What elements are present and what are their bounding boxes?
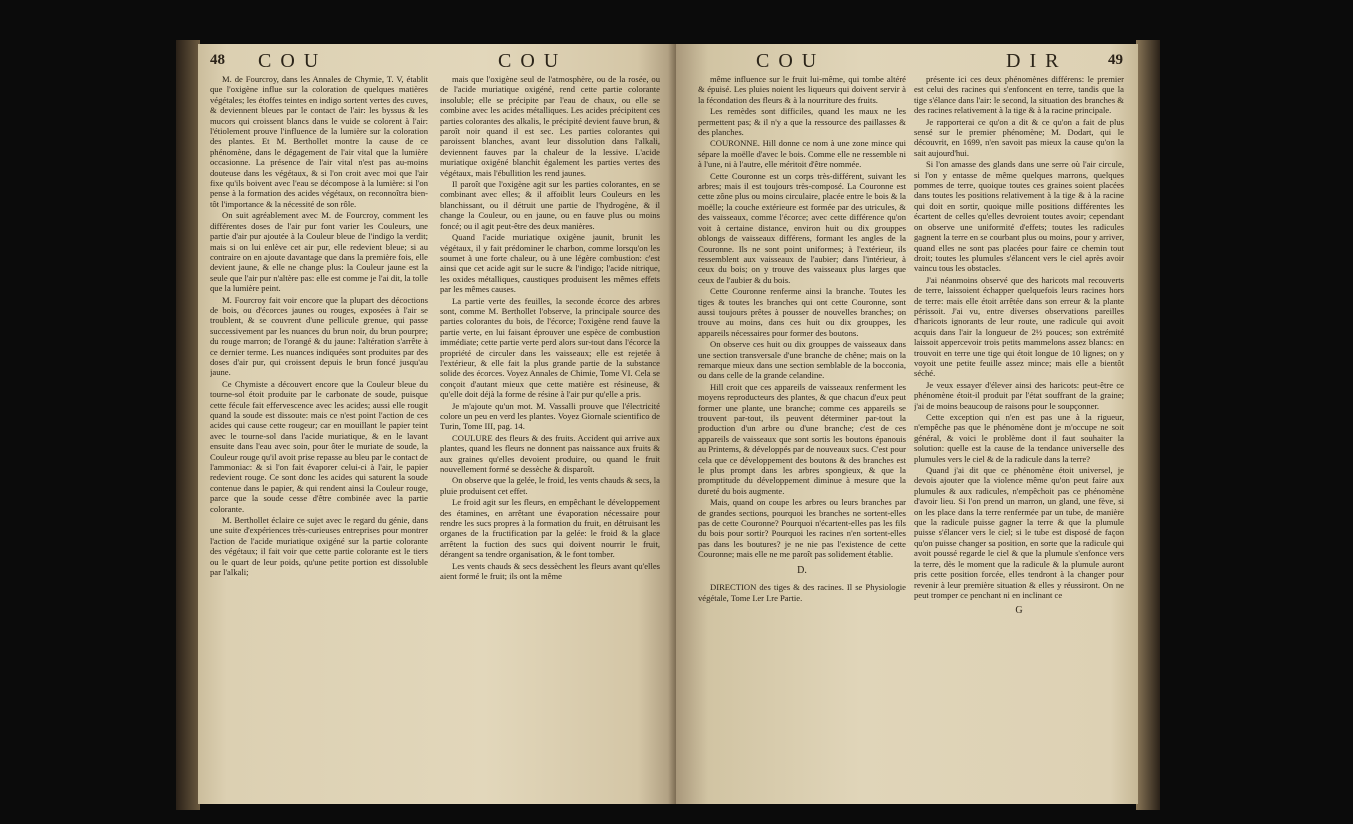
section-letter: D. bbox=[797, 564, 807, 576]
paragraph: Il paroît que l'oxigène agit sur les parties colorantes, en se combinant avec elles; & il affoiblit leurs Couleurs en les blanchissant, ou il détruit une partie de l'hydrogène, & il change la Couleur, ou en jaune, ou en fauve plus ou moins foncé; ou il agit peut-être des deux manières. bbox=[440, 179, 660, 231]
paragraph: Si l'on amasse des glands dans une serre où l'air circule, si l'on y entasse de même quelques marrons, quelques pommes de terre, quoique toutes ces graines soient placées dans toutes les positions relativement à la tige & à la racine qui doit en sortir, quoique mille positions différentes les écartent de celles qu'elles devroient toutes avoir; cependant on observe une uniformité d'effets; toutes les radicules gagnent la terre en se courbant plus ou moins, pour y arriver, quand elles ne sont pas placées pour faire ce chemin tout droit; toutes les plumules s'élancent vers le ciel après avoir vaincu tous les obstacles. bbox=[914, 159, 1124, 274]
paragraph: Les vents chauds & secs dessèchent les fleurs avant qu'elles aient formé le fruit; ils ont la même bbox=[440, 560, 660, 582]
paragraph: M. Fourcroy fait voir encore que la plupart des décoctions de bois, ou d'écorces jaunes ou rouges, exposées à l'air se troublent, & se couvrent d'une pellicule grenue, qui passe successivement par les nuances du brun noir, du brun pourpre; du rouge marron; de l'orangé & du jaune: l'altération s'arrête à ce dernier terme. Les nuances indiquées sont produites par des doses d'air pur, qui croissent depuis le brun foncé jusqu'au jaune. bbox=[210, 294, 428, 378]
paragraph: même influence sur le fruit lui-même, qui tombe altéré & épuisé. Les pluies noient les liqueurs qui doivent servir à la fécondation des fleurs & à la nourriture des fruits. bbox=[698, 74, 906, 105]
right-page bbox=[676, 44, 1138, 804]
paragraph: M. Berthollet éclaire ce sujet avec le regard du génie, dans une suite d'expériences très-curieuses entreprises pour montrer l'action de l'acide muriatique oxigéné sur la partie colorante des végétaux; il fait voir que cette partie colorante est le tiers ou le quart de leur poids, qu'une petite portion est dissoluble par l'alkali; bbox=[210, 515, 428, 578]
paragraph: Ce Chymiste a découvert encore que la Couleur bleue du tourne-sol étoit produite par le carbonate de soude, puisque cette fécule fait effervescence avec les acides; aussi elle rougit quand la soude est dissoute: mais ce n'est point l'action de ces acides qui cause cette rougeur; car en mouillant le papier teint avec le tourne-sol dans l'acide muriatique, & en le lavant ensuite dans l'eau avec soin, pour ôter le muriate de soude, la Couleur rouge qu'il avoit prise repasse au bleu par le contact de l'ammoniac: & si l'on fait évaporer celui-ci à l'air, le papier redevient rouge. Ce sont donc les acides qui saturent la soude contenue dans le papier, & qui rendent ainsi la Couleur rouge, parce que la soude cesse d'être combinée avec la partie colorante. bbox=[210, 378, 428, 514]
running-header: C O U bbox=[498, 50, 561, 72]
book-edge-right bbox=[1136, 40, 1160, 810]
paragraph: La partie verte des feuilles, la seconde écorce des arbres sont, comme M. Berthollet l'observe, la principale source des parties colorantes du bois, de l'écorce; l'oxigène rend fauve la partie verte, en lui faisant éprouver une espèce de combustion immédiate; cette partie verte perd alors sur-tout dans l'écorce la propriété de circuler dans les vaisseaux; elle est rejetée à l'extérieur, & elle fait la plus grande partie de la substance solide des écorces. Voyez Annales de Chimie, Tome VI. Cela se conçoit d'autant mieux que cette matière est résineuse, & qu'elle doit déjà la forme de résine à l'air pur qu'elle a pris. bbox=[440, 295, 660, 400]
paragraph: Mais, quand on coupe les arbres ou leurs branches par de grandes sections, pourquoi les branches ne sortent-elles pas de cette Couronne? Pourquoi n'écartent-elles pas les fils du bois pour sortir? Pourquoi les racines n'en sortent-elles pas dans les boutures? je ne nie pas l'existence de cette Couronne; mais elle ne me paroît pas solidement établie. bbox=[698, 497, 906, 560]
paragraph: M. de Fourcroy, dans les Annales de Chymie, T. V, établit que l'oxigène influe sur la coloration de quelques matières végétales; les étoffes teintes en indigo sortent vertes des cuves, & deviennent bleues par le contact de l'air: les byssus & les mucors qui croissent blancs dans le vuide se colorent à l'air: l'étiolement prouve l'influence de la lumière sur la coloration des plantes. Et M. Berthollet montre la cause de ce phénomène, dans le dégagement de l'air vital que la lumière occasionne. La présence de l'air vital n'est pas au-moins douteuse dans les végétaux, & si l'on croit avec moi que l'air fixe qu'ils boivent avec l'eau se décompose à la lumière: si l'on pense à la formation des acides végétaux, on reconnoîtra bien-tôt l'importance & la nécessité de son rôle. bbox=[210, 74, 428, 209]
text-column bbox=[698, 74, 906, 794]
paragraph: Hill croit que ces appareils de vaisseaux renferment les moyens reproducteurs des plantes, & que chacun d'eux peut former une plante, une branche; comme ces appareils se trouvent par-tout, ils peuvent déterminer par-tout la production d'un arbre ou d'une branche; c'est de ces appareils de vaisseaux que sont sortis les boutons épanouis au Printems, & développés par de nouveaux sucs. C'est pour cela que ce développement des boutons & des branches est le plus prompt dans les arbres spongieux, & que la promptitude du développement diminue à mesure que la dureté du bois augmente. bbox=[698, 381, 906, 496]
text-column bbox=[914, 74, 1124, 794]
paragraph: présente ici ces deux phénomènes différens: le premier est celui des racines qui s'enfoncent en terre, tandis que la tige s'élance dans l'air: le second, la situation des branches & des racines relativement à la tige & à la racine principale. bbox=[914, 74, 1124, 116]
page-number: 49 bbox=[1108, 52, 1123, 68]
running-header: C O U bbox=[756, 50, 819, 72]
paragraph: Cette Couronne est un corps très-différent, suivant les arbres; mais il est toujours très-composé. La Couronne est cette zône plus ou moins circulaire, placée entre le bois & la moëlle; la couche extérieure est formée par des utricules, & des vaisseaux, comme l'écorce; avec cette différence qu'on voit à certaine distance, environ huit ou dix grouppes oblongs de vaisseaux différens, formant les angles de la Couronne. Ils ne sont point uniformes; à l'extérieur, ils ressemblent aux vaisseaux de l'aubier; dans l'intérieur, à ceux du bois; on y trouve des vaisseaux plus larges que ceux de l'aubier & du bois. bbox=[698, 170, 906, 285]
running-header: D I R bbox=[1006, 50, 1061, 72]
paragraph: Cette exception qui n'en est pas une à la rigueur, n'empêche pas que le phénomène dont je m'occupe ne soit général, & voici le problème dont il faut souhaiter la solution: quelle est la cause de la tendance universelle des plumules vers le ciel & de la radicule dans la terre? bbox=[914, 412, 1124, 464]
paragraph: DIRECTION des tiges & des racines. Il se Physiologie végétale, Tome I.er I.re Partie. bbox=[698, 582, 906, 603]
paragraph: On observe ces huit ou dix grouppes de vaisseaux dans une section transversale d'une branche de chêne; mais on la remarque mieux dans une section semblable de la bocconia, ou dans celle de la grande celandine. bbox=[698, 339, 906, 381]
paragraph: Le froid agit sur les fleurs, en empêchant le développement des étamines, en arrêtant une évaporation nécessaire pour rendre les sucs propres à la formation du fruit, en détruisant les organes de la fructification par la gelée: le froid & la glace arrêtent la fuction des sucs qui doivent nourrir le fruit, dérangent sa tendre organisation, & le font tomber. bbox=[440, 497, 660, 560]
book-edge-left bbox=[176, 40, 200, 810]
paragraph: COURONNE. Hill donne ce nom à une zone mince qui sépare la moëlle d'avec le bois. Comme elle ne ressemble ni à l'une, ni à l'autre, elle méritoit d'être nommée. bbox=[698, 138, 906, 170]
paragraph: On suit agréablement avec M. de Fourcroy, comment les différentes doses de l'air pur font varier les Couleurs, une partie d'air pur ajoutée à la Couleur bleue de l'indigo la verdit; mais si on lui enlève cet air pur, elle redevient bleue; si au contraire on en ajoute davantage que dans la première fois, elle devient jaune, & elle ne change plus: la Couleur jaune est la seule que l'air pur n'altère pas: elle est comme je l'ai dit, la tolle que la lumière peint. bbox=[210, 210, 428, 294]
paragraph: Je veux essayer d'élever ainsi des haricots: peut-être ce phénomène étoit-il produit par l'état souffrant de la graine; j'ai de moins beaucoup de raisons pour le soupçonner. bbox=[914, 379, 1124, 411]
paragraph: J'ai néanmoins observé que des haricots mal recouverts de terre, laissoient échapper quelquefois leurs racines hors de terre: mais elle étoit arrêtée dans son erreur & la plante périssoit. J'ai vu, entre diverses observations pareilles d'haricots ignorants de leur route, une radicule qui avoit acquis dans l'air la longueur de 2½ pouces; son extrémité laissoit appercevoir trois petits mammelons assez blancs: en trouvoit en terre une tige qui étoit longue de 10 lignes; on y voyoit une petite feuille assez mince; mais elle a bientôt séché. bbox=[914, 274, 1124, 379]
paragraph: mais que l'oxigène seul de l'atmosphère, ou de la rosée, ou de l'acide muriatique oxigéné, rend cette partie colorante insoluble; elle se précipite par l'eau de chaux, ou elle se combine avec les acides métalliques. Les acides précipitent ces parties colorantes des alkalis, le précipité devient fauve brun, & paroît noir quand il est sec. Les parties colorantes qui paroissent blanches, avant leur dissolution dans l'alkali, deviennent fauves par la chaleur de la lessive. L'acide muriatique oxigéné blanchit également les parties vertes des végétaux, mais l'ébullition les rend jaunes. bbox=[440, 74, 660, 178]
paragraph: On observe que la gelée, le froid, les vents chauds & secs, la pluie produisent cet effet. bbox=[440, 475, 660, 496]
paragraph: Je rapporterai ce qu'on a dit & ce qu'on a fait de plus sensé sur le premier phénomène; M. Dodart, qui le découvrit, en 1699, n'en savoit pas mieux la cause qu'on la sait aujourd'hui. bbox=[914, 116, 1124, 158]
paragraph: Les remèdes sont difficiles, quand les maux ne les permettent pas; & il n'y a que la ressource des paillasses & des planches. bbox=[698, 106, 906, 138]
left-page bbox=[198, 44, 676, 804]
signature-mark: G bbox=[1015, 605, 1023, 617]
paragraph: Quand l'acide muriatique oxigène jaunit, brunit les végétaux, il y fait prédominer le charbon, comme lorsqu'on les soumet à une forte chaleur, ou à une légère combustion: c'est ainsi que cet acide agit sur le sucre & l'indigo; l'acide nitrique, les oxides métalliques, caustiques produisent les mêmes effets par les mêmes causes. bbox=[440, 232, 660, 295]
paragraph: Je m'ajoute qu'un mot. M. Vassalli prouve que l'électricité colore un peu en verd les plantes. Voyez Giornale scientifico de Turin, Tome III, pag. 14. bbox=[440, 400, 660, 432]
page-number: 48 bbox=[210, 52, 225, 68]
text-column bbox=[440, 74, 660, 794]
text-column bbox=[210, 74, 428, 794]
paragraph: COULURE des fleurs & des fruits. Accident qui arrive aux plantes, quand les fleurs ne donnent pas naissance aux fruits & aux graines qu'elles devoient produire, ou quand le fruit nouvellement formé se dessèche & disparoît. bbox=[440, 432, 660, 475]
paragraph: Quand j'ai dit que ce phénomène étoit universel, je devois ajouter que la violence même qu'on peut faire aux plumules & aux radicules, n'empêchoit pas ce phénomène d'avoir lieu. Si l'on prend un marron, un gland, une fève, si on les place dans la terre renfermée par un tube, de manière que la radicule puisse gagner la terre & que la plumule puisse s'élancer vers le ciel; si le tube est disposé de façon qu'on puisse changer sa position, en sorte que la radicule qui avoit poussé regarde le ciel & que la plumule s'enfonce vers la terre, dès le moment que la radicule & la plumule auront pris cette position forcée, elles tendront à la changer pour revenir à leur première situation & elles y réussiront. On ne peut tromper ce penchant ni en inclinant ce bbox=[914, 465, 1124, 600]
running-header: C O U bbox=[258, 50, 321, 72]
paragraph: Cette Couronne renferme ainsi la branche. Toutes les tiges & toutes les branches qui ont cette Couronne, sont aussi toujours prêtes à pousser de nouvelles branches; on trouve au moins, dans ces huit ou dix grouppes, les appareils nécessaires pour former des boutons. bbox=[698, 286, 906, 338]
